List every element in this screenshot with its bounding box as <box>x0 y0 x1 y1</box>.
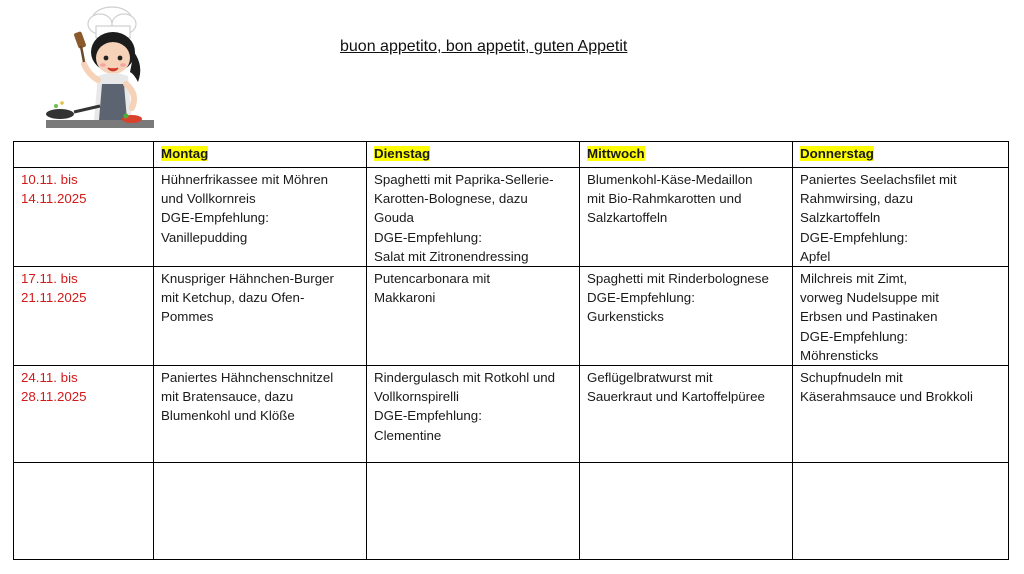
meal-line: Rindergulasch mit Rotkohl und <box>374 370 556 386</box>
meal-line: Gurkensticks <box>587 309 664 325</box>
meal-line: Gouda <box>374 210 414 226</box>
meal-line: Möhrensticks <box>800 347 879 363</box>
header-cell-donnerstag <box>793 142 1009 168</box>
meal-line: Käserahmsauce und Brokkoli <box>800 389 973 405</box>
meal-line: Clementine <box>374 427 442 443</box>
meal-line: und Vollkornreis <box>161 191 256 207</box>
header-cell-mittwoch <box>580 142 793 168</box>
meal-cell <box>793 168 1009 267</box>
day-header-row <box>14 142 1009 168</box>
meal-cell <box>367 168 580 267</box>
date-cell <box>14 168 154 267</box>
meal-line: mit Bio-Rahmkarotten und <box>587 191 742 207</box>
meal-cell <box>793 366 1009 463</box>
meal-line: Spaghetti mit Rinderbolognese <box>587 271 769 287</box>
meal-cell <box>367 267 580 366</box>
meal-line: Vanillepudding <box>161 229 248 245</box>
empty-row <box>14 463 1009 560</box>
meal-line: Geflügelbratwurst mit <box>587 370 713 386</box>
meal-line: Paniertes Seelachsfilet mit <box>800 172 957 187</box>
weekly-menu-table <box>13 141 1009 560</box>
date-cell <box>14 267 154 366</box>
meal-cell <box>367 463 580 560</box>
meal-line: DGE-Empfehlung: <box>161 210 269 226</box>
meal-line: Salat mit Zitronendressing <box>374 248 529 264</box>
day-label: Montag <box>161 146 209 161</box>
meal-cell <box>580 168 793 267</box>
meal-cell <box>580 267 793 366</box>
date-cell <box>14 366 154 463</box>
meal-line: Apfel <box>800 248 831 264</box>
meal-line: Makkaroni <box>374 290 436 306</box>
meal-line: DGE-Empfehlung: <box>374 408 482 424</box>
meal-line: vorweg Nudelsuppe mit <box>800 290 939 306</box>
meal-line: DGE-Empfehlung: <box>800 229 908 245</box>
meal-cell <box>367 366 580 463</box>
meal-cell <box>154 366 367 463</box>
meal-cell <box>793 463 1009 560</box>
meal-line: Blumenkohl und Klöße <box>161 408 295 424</box>
meal-line: Erbsen und Pastinaken <box>800 309 938 325</box>
meal-line: Spaghetti mit Paprika-Sellerie- <box>374 172 554 187</box>
date-line: 10.11. bis <box>21 172 78 187</box>
meal-line: Hühnerfrikassee mit Möhren <box>161 172 329 187</box>
corner-cell <box>14 142 154 168</box>
meal-line: Paniertes Hähnchenschnitzel <box>161 370 334 386</box>
chef-girl-illustration <box>40 2 160 134</box>
page-title: buon appetito, bon appetit, guten Appetit <box>340 38 628 55</box>
meal-line: Rahmwirsing, dazu <box>800 191 914 207</box>
meal-line: mit Bratensauce, dazu <box>161 389 294 405</box>
meal-line: DGE-Empfehlung: <box>374 229 482 245</box>
day-label: Dienstag <box>374 146 431 161</box>
meal-line: mit Ketchup, dazu Ofen- <box>161 290 305 306</box>
header-cell-dienstag <box>367 142 580 168</box>
meal-cell <box>793 267 1009 366</box>
meal-line: Salzkartoffeln <box>587 210 668 226</box>
meal-line: Sauerkraut und Kartoffelpüree <box>587 389 765 405</box>
meal-line: Pommes <box>161 309 214 325</box>
date-line: 17.11. bis <box>21 271 78 287</box>
meal-line: Milchreis mit Zimt, <box>800 271 908 287</box>
meal-line: Schupfnudeln mit <box>800 370 903 386</box>
meal-cell <box>580 366 793 463</box>
date-line: 24.11. bis <box>21 370 78 386</box>
week-row <box>14 366 1009 463</box>
meal-cell <box>154 267 367 366</box>
meal-cell <box>580 463 793 560</box>
day-label: Donnerstag <box>800 146 874 161</box>
meal-line: DGE-Empfehlung: <box>587 290 695 306</box>
meal-cell <box>154 168 367 267</box>
header-cell-montag <box>154 142 367 168</box>
meal-line: DGE-Empfehlung: <box>800 328 908 344</box>
day-label: Mittwoch <box>587 146 645 161</box>
meal-line: Blumenkohl-Käse-Medaillon <box>587 172 753 187</box>
meal-line: Salzkartoffeln <box>800 210 881 226</box>
meal-line: Vollkornspirelli <box>374 389 459 405</box>
meal-line: Karotten-Bolognese, dazu <box>374 191 528 207</box>
meal-cell <box>154 463 367 560</box>
week-row <box>14 267 1009 366</box>
date-line: 21.11.2025 <box>21 290 87 306</box>
meal-line: Putencarbonara mit <box>374 271 491 287</box>
date-cell <box>14 463 154 560</box>
date-line: 28.11.2025 <box>21 389 87 405</box>
meal-line: Knuspriger Hähnchen-Burger <box>161 271 334 287</box>
date-line: 14.11.2025 <box>21 191 87 207</box>
week-row <box>14 168 1009 267</box>
